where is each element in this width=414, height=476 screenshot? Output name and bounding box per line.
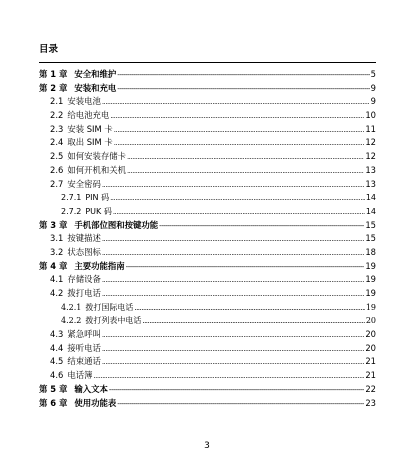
toc-section-entry[interactable]	[39, 342, 376, 356]
table-of-contents	[39, 68, 376, 410]
toc-section-entry[interactable]	[39, 232, 376, 246]
toc-entry-label: 拨打国际电话	[85, 302, 134, 312]
toc-entry-page: 13	[365, 178, 376, 189]
toc-leader	[102, 356, 365, 370]
toc-chapter-entry[interactable]	[39, 397, 376, 411]
toc-entry-page: 21	[365, 356, 376, 367]
toc-entry-page: 18	[365, 246, 376, 257]
toc-leader	[114, 124, 365, 138]
toc-entry-label: 拨打列表中电话	[85, 316, 142, 326]
toc-entry-number: 2.6	[50, 164, 64, 175]
toc-section-entry[interactable]	[39, 95, 376, 109]
toc-entry-number: 2.4	[50, 137, 64, 148]
toc-entry-label: 如何开机和关机	[67, 164, 126, 175]
toc-entry-number: 4.5	[50, 356, 64, 367]
toc-entry-page: 21	[365, 370, 376, 381]
toc-section-entry[interactable]	[39, 136, 376, 150]
toc-leader	[102, 274, 365, 288]
toc-entry-page: 19	[365, 274, 376, 285]
toc-entry-page: 20	[365, 316, 376, 326]
toc-entry-page: 15	[365, 233, 376, 244]
toc-entry-number: 4.2.2	[61, 316, 82, 326]
toc-entry-number: 2.5	[50, 151, 64, 162]
toc-leader	[134, 302, 364, 316]
toc-leader	[102, 343, 365, 357]
toc-entry-label: 使用功能表	[74, 397, 117, 408]
toc-section-entry[interactable]	[39, 301, 376, 315]
toc-entry-number: 2.2	[50, 110, 64, 121]
toc-entry-number: 4.6	[50, 370, 64, 381]
toc-section-entry[interactable]	[39, 287, 376, 301]
toc-leader	[102, 233, 365, 247]
toc-section-entry[interactable]	[39, 355, 376, 369]
toc-entry-label: PIN 码	[85, 193, 110, 203]
toc-leader	[113, 206, 365, 220]
toc-section-entry[interactable]	[39, 164, 376, 178]
toc-entry-number: 第 2 章	[39, 82, 68, 93]
toc-chapter-entry[interactable]	[39, 260, 376, 274]
toc-entry-label: 存储设备	[67, 274, 101, 285]
toc-entry-number: 2.7	[50, 178, 64, 189]
toc-section-entry[interactable]	[39, 191, 376, 205]
toc-entry-label: 安装和充电	[74, 82, 117, 93]
toc-entry-number: 4.2.1	[61, 302, 82, 312]
toc-leader	[110, 192, 365, 206]
toc-leader	[114, 137, 365, 151]
toc-entry-label: 输入文本	[74, 383, 108, 394]
toc-entry-page: 12	[365, 137, 376, 148]
toc-entry-page: 19	[365, 288, 376, 298]
toc-entry-page: 9	[370, 82, 376, 93]
toc-entry-number: 第 5 章	[39, 383, 68, 394]
toc-entry-page: 5	[370, 69, 376, 79]
toc-entry-page: 14	[365, 193, 376, 203]
toc-entry-label: 接听电话	[67, 342, 101, 353]
toc-leader	[159, 220, 364, 234]
toc-entry-label: 拨打电话	[67, 288, 101, 298]
toc-leader	[117, 69, 369, 83]
toc-section-entry[interactable]	[39, 328, 376, 342]
toc-entry-number: 第 1 章	[39, 69, 68, 79]
toc-entry-label: 电话簿	[67, 370, 93, 381]
toc-chapter-entry[interactable]	[39, 82, 376, 96]
toc-leader	[126, 261, 365, 275]
toc-entry-number: 4.3	[50, 329, 64, 340]
toc-leader	[102, 247, 365, 261]
toc-entry-label: PUK 码	[85, 206, 112, 216]
toc-leader	[127, 151, 364, 165]
toc-entry-page: 12	[365, 151, 376, 162]
toc-leader	[110, 110, 364, 124]
toc-leader	[117, 398, 364, 412]
toc-section-entry[interactable]	[39, 150, 376, 164]
toc-leader	[109, 384, 364, 398]
toc-chapter-entry[interactable]	[39, 219, 376, 233]
toc-entry-label: 安全和维护	[74, 69, 117, 79]
toc-entry-number: 第 3 章	[39, 219, 68, 230]
toc-entry-page: 10	[365, 110, 376, 121]
toc-entry-label: 按键描述	[67, 233, 101, 244]
toc-entry-number: 第 6 章	[39, 397, 68, 408]
toc-entry-label: 主要功能指南	[74, 260, 125, 271]
page-number: 3	[204, 441, 210, 451]
toc-section-entry[interactable]	[39, 178, 376, 192]
toc-entry-page: 13	[365, 164, 376, 175]
toc-entry-label: 紧急呼叫	[67, 329, 101, 340]
toc-chapter-entry[interactable]	[39, 383, 376, 397]
toc-leader	[117, 83, 369, 97]
toc-entry-page: 23	[365, 397, 376, 408]
toc-leader	[102, 329, 365, 343]
toc-entry-page: 11	[365, 123, 376, 134]
toc-entry-page: 22	[365, 383, 376, 394]
toc-entry-page: 20	[365, 329, 376, 340]
toc-leader	[102, 179, 365, 193]
toc-section-entry[interactable]	[39, 246, 376, 260]
toc-entry-number: 2.3	[50, 123, 64, 134]
toc-entry-number: 2.7.2	[61, 206, 82, 216]
toc-entry-number: 2.1	[50, 96, 64, 107]
toc-entry-page: 15	[365, 219, 376, 230]
toc-leader	[93, 370, 364, 384]
toc-entry-number: 第 4 章	[39, 260, 68, 271]
toc-entry-number: 2.7.1	[61, 193, 82, 203]
toc-leader	[127, 165, 364, 179]
toc-entry-page: 9	[370, 96, 376, 107]
toc-section-entry[interactable]	[39, 369, 376, 383]
toc-leader	[102, 288, 365, 302]
toc-entry-label: 如何安装存储卡	[67, 151, 126, 162]
toc-title: 目录	[39, 44, 59, 55]
toc-entry-label: 结束通话	[67, 356, 101, 367]
toc-section-entry[interactable]	[39, 205, 376, 219]
toc-entry-number: 4.1	[50, 274, 64, 285]
toc-chapter-entry[interactable]	[39, 68, 376, 82]
toc-entry-label: 取出 SIM 卡	[67, 137, 113, 148]
toc-entry-number: 4.2	[50, 288, 64, 298]
toc-entry-page: 19	[365, 260, 376, 271]
toc-section-entry[interactable]	[39, 314, 376, 328]
toc-section-entry[interactable]	[39, 123, 376, 137]
toc-entry-label: 给电池充电	[67, 110, 110, 121]
toc-entry-label: 手机部位图和按键功能	[74, 219, 159, 230]
toc-entry-number: 3.1	[50, 233, 64, 244]
toc-entry-number: 4.4	[50, 342, 64, 353]
toc-entry-number: 3.2	[50, 246, 64, 257]
toc-entry-page: 20	[365, 342, 376, 353]
toc-entry-label: 安装 SIM 卡	[67, 123, 113, 134]
toc-section-entry[interactable]	[39, 109, 376, 123]
toc-entry-label: 状态图标	[67, 246, 101, 257]
title-rule	[39, 62, 376, 63]
toc-leader	[102, 96, 370, 110]
toc-section-entry[interactable]	[39, 273, 376, 287]
toc-entry-label: 安全密码	[67, 178, 101, 189]
toc-leader	[142, 315, 364, 329]
toc-entry-page: 19	[365, 302, 376, 312]
toc-entry-label: 安装电池	[67, 96, 101, 107]
toc-entry-page: 14	[365, 206, 376, 216]
